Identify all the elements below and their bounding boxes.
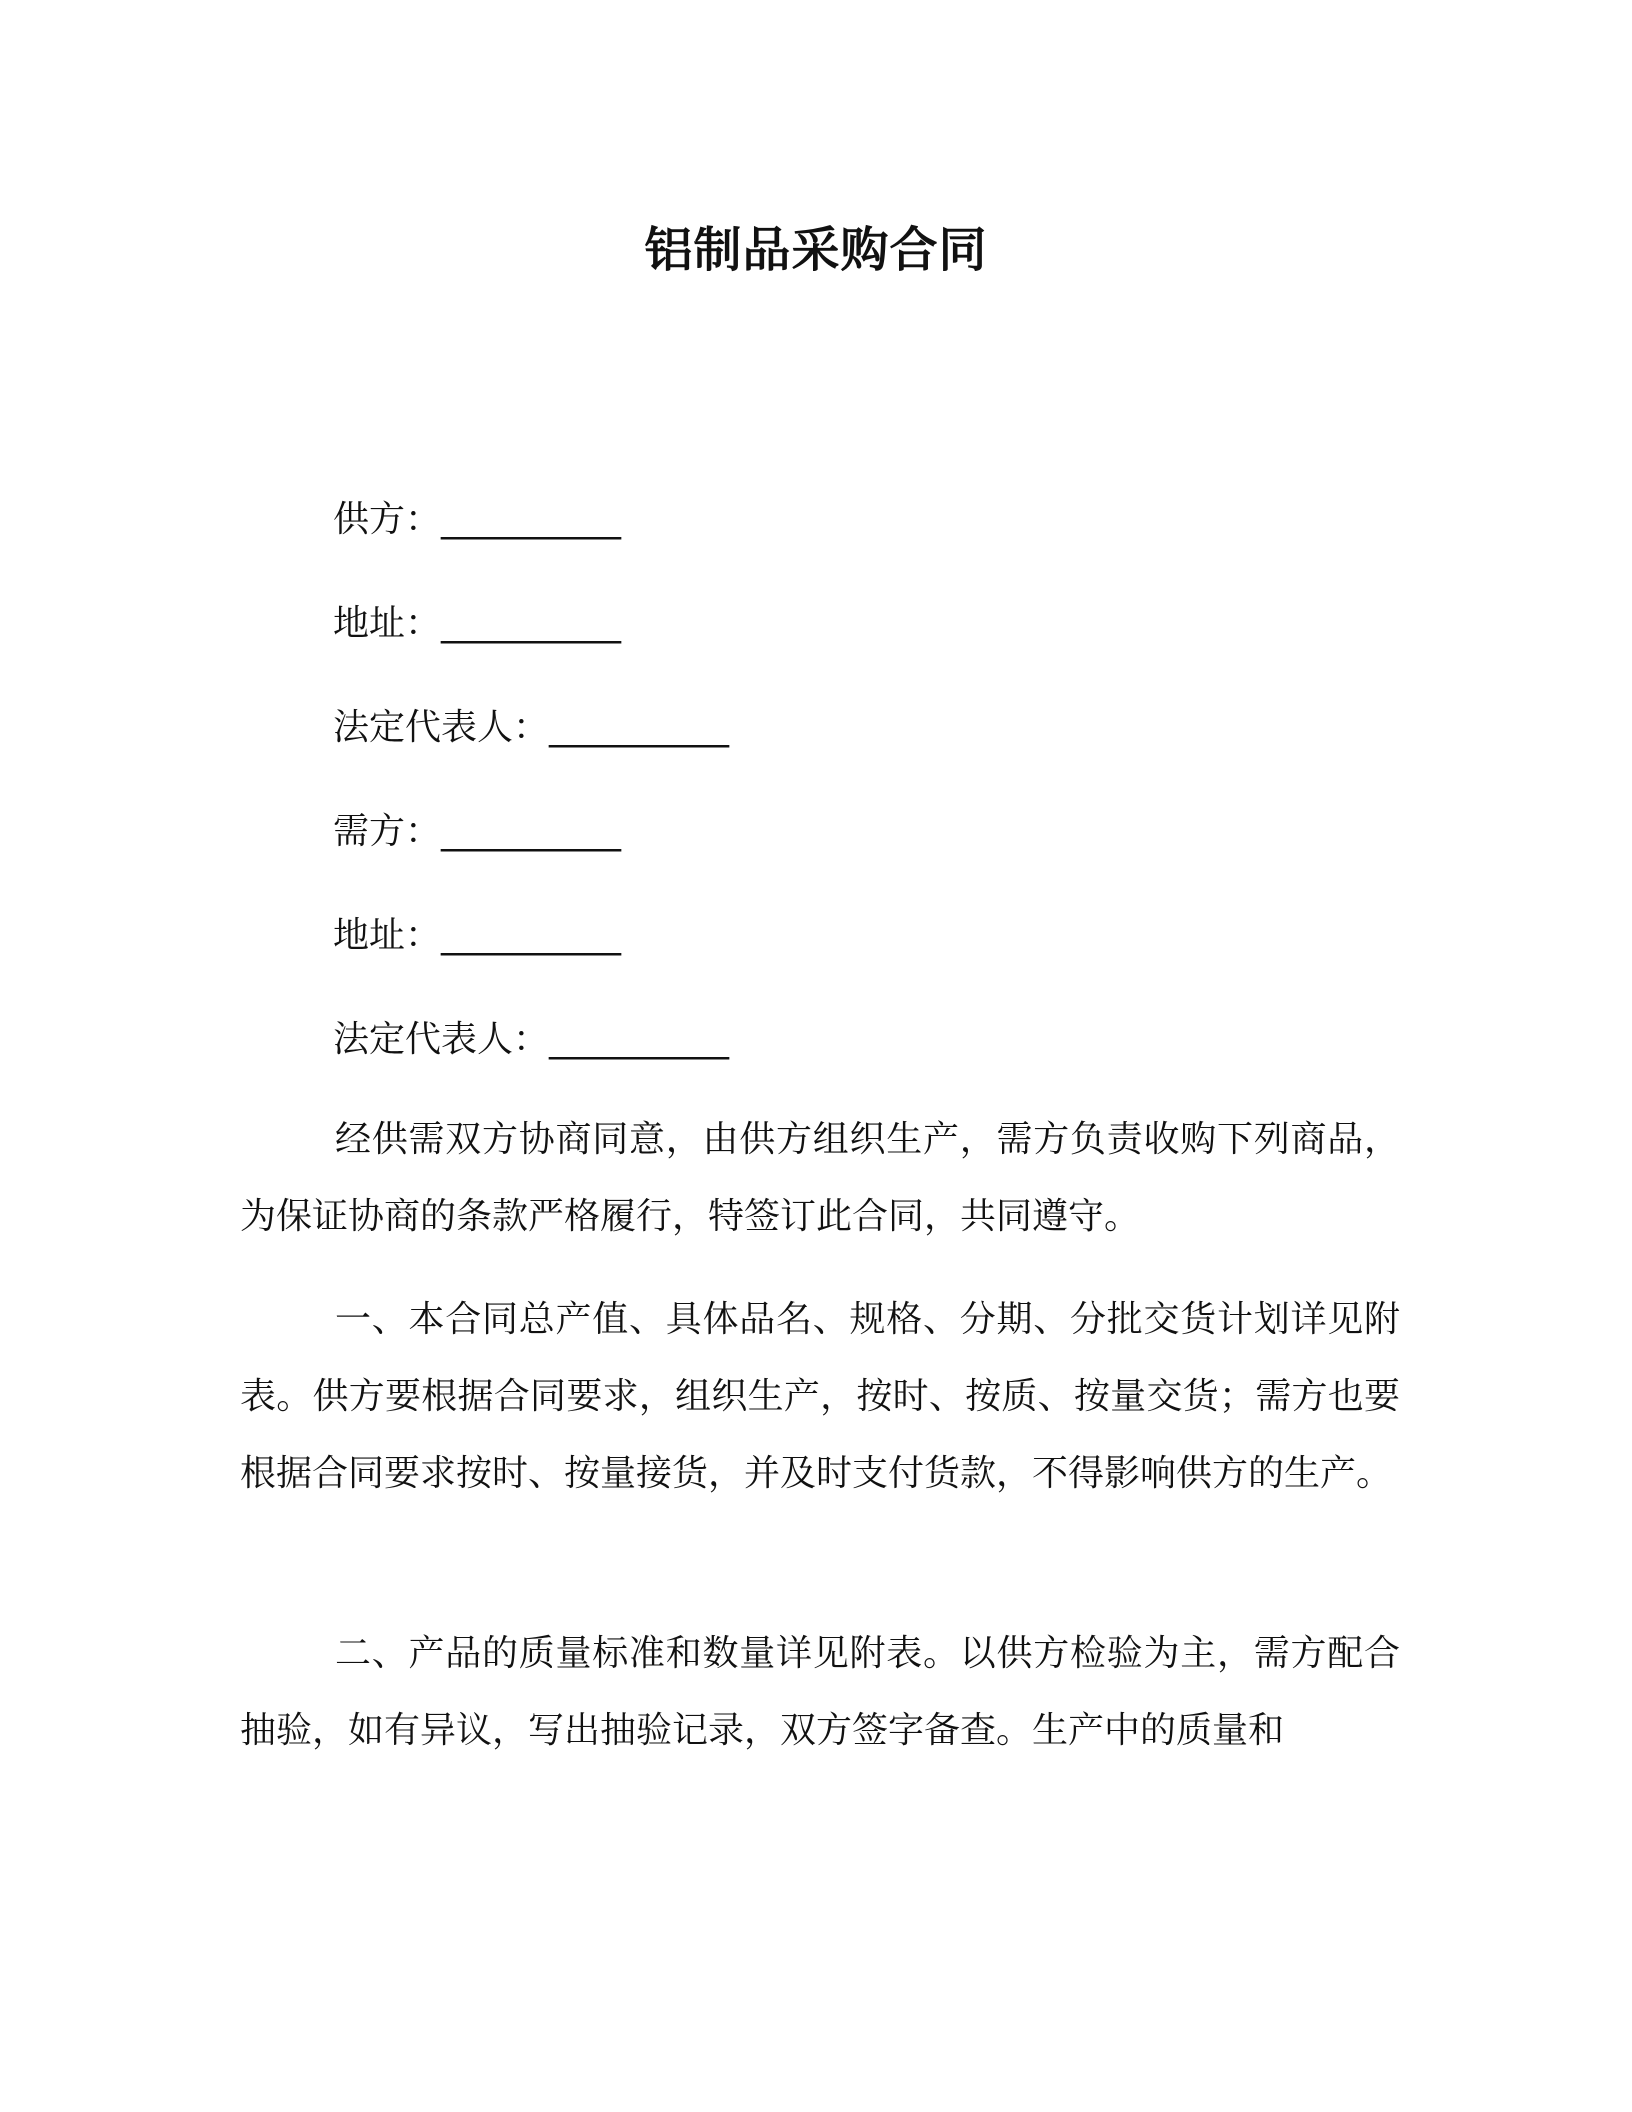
supplier-address-label: 地址： xyxy=(333,603,442,644)
supplier-label: 供方： xyxy=(333,499,442,540)
buyer-address-label: 地址： xyxy=(333,915,442,956)
supplier-blank: __________ xyxy=(441,499,622,540)
document-title: 铝制品采购合同 xyxy=(644,222,988,278)
supplier-representative-label: 法定代表人： xyxy=(333,707,550,748)
buyer-representative-blank: __________ xyxy=(549,1019,730,1060)
party-info-list xyxy=(333,490,1433,1114)
buyer-representative-label: 法定代表人： xyxy=(333,1019,550,1060)
buyer-blank: __________ xyxy=(441,811,622,852)
supplier-line xyxy=(333,490,1433,594)
supplier-address-line xyxy=(333,594,1433,698)
clause-1-paragraph: 一、本合同总产值、具体品名、规格、分期、分批交货计划详见附表。供方要根据合同要求，组织生产，按时、按质、按量交货；需方也要根据合同要求按时、按量接货，并及时支付货款，不得影响供方的生产。 xyxy=(240,1299,1400,1494)
buyer-line xyxy=(333,802,1433,906)
supplier-representative-blank: __________ xyxy=(549,707,730,748)
buyer-address-line xyxy=(333,906,1433,1010)
buyer-representative-line xyxy=(333,1010,1433,1114)
supplier-representative-line xyxy=(333,698,1433,802)
buyer-address-blank: __________ xyxy=(441,915,622,956)
clause-2-paragraph: 二、产品的质量标准和数量详见附表。以供方检验为主，需方配合抽验，如有异议，写出抽验记录，双方签字备查。生产中的质量和 xyxy=(240,1633,1400,1751)
intro-paragraph: 经供需双方协商同意，由供方组织生产，需方负责收购下列商品，为保证协商的条款严格履行，特签订此合同，共同遵守。 xyxy=(240,1119,1400,1237)
supplier-address-blank: __________ xyxy=(441,603,622,644)
buyer-label: 需方： xyxy=(333,811,442,852)
